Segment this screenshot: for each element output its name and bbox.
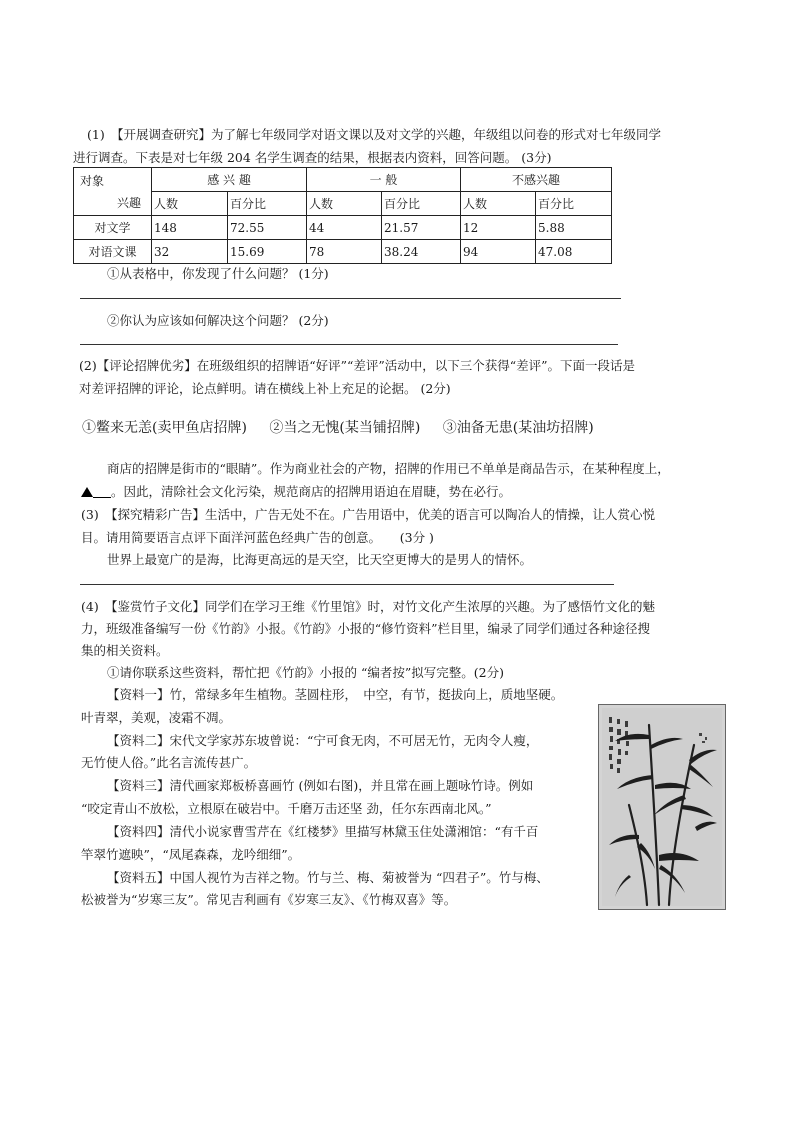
table-row [74,216,612,240]
q3-intro-line2: 目。请用简要语言点评下面洋河蓝色经典广告的创意。 (3分 ) [81,530,434,545]
table-cell: 72.55 [228,216,307,240]
q2-paragraph-line2 [81,483,511,501]
table-cell: 15.69 [228,240,307,264]
option-item: ②当之无愧(某当铺招牌) [269,420,421,436]
resource-3-line1: 【资料三】清代画家郑板桥喜画竹 (例如右图)，并且常在画上题咏竹诗。例如 [107,778,534,793]
q3-ad-text: 世界上最宽广的是海，比海更高远的是天空，比天空更博大的是男人的情怀。 [107,552,533,567]
resource-2-line2: 无竹使人俗。”此名言流传甚广。 [81,755,257,770]
group-header: 不感兴趣 [461,168,612,192]
q4-intro-line2: 力，班级准备编写一份《竹韵》小报。《竹韵》小报的“修竹资料”栏目里，编录了同学们通过各种途径搜 [81,621,651,636]
sub-header: 百分比 [382,192,461,216]
group-header: 一 般 [307,168,461,192]
q2-intro-line1: (2)【评论招牌优劣】在班级组织的招牌语“好评”“差评”活动中，以下三个获得“差评”。下面一段话是 [79,358,636,373]
q4-sub1: ①请你联系这些资料，帮忙把《竹韵》小报的 “编者按”拟写完整。(2分) [107,665,504,680]
option-item: ③油备无患(某油坊招牌) [442,420,594,436]
q1-intro-line2: 进行调查。下表是对七年级 204 名学生调查的结果，根据表内资料，回答问题。 (3分) [73,150,552,165]
table-cell: 78 [307,240,382,264]
resource-1-line1: 【资料一】竹，常绿多年生植物。茎圆柱形， 中空，有节，挺拔向上，质地坚硬。 [107,687,564,702]
resource-3-line2: “咬定青山不放松，立根原在破岩中。千磨万击还坚 劲，任尔东西南北风。” [81,801,492,816]
sub-header: 人数 [152,192,228,216]
group-header: 感 兴 趣 [152,168,307,192]
table-row [74,240,612,264]
table-cell: 32 [152,240,228,264]
answer-line[interactable] [80,344,618,345]
table-cell: 94 [461,240,536,264]
corner-bottom-label: 兴趣 [116,196,141,210]
row-label: 对文学 [74,216,152,240]
triangle-marker-icon [81,487,93,497]
table-cell: 5.88 [536,216,612,240]
resource-5-line2: 松被誉为“岁寒三友”。常见吉利画有《岁寒三友》、《竹梅双喜》等。 [81,892,457,907]
q4-intro-line1: (4) 【鉴赏竹子文化】同学们在学习王维《竹里馆》时，对竹文化产生浓厚的兴趣。为了感悟竹文化的魅 [81,599,655,614]
bamboo-painting-image [598,704,726,910]
resource-1-line2: 叶青翠，美观，凌霜不凋。 [81,710,232,725]
answer-line[interactable] [80,584,614,585]
signboard-options [82,417,612,437]
q2-paragraph-rest: 。因此，清除社会文化污染，规范商店的招牌用语迫在眉睫，势在必行。 [111,484,512,499]
q1-sub2: ②你认为应该如何解决这个问题？ (2分) [107,313,329,328]
sub-header: 人数 [307,192,382,216]
table-corner-cell [74,168,152,216]
table-cell: 21.57 [382,216,461,240]
table-cell: 148 [152,216,228,240]
q2-intro-line2: 对差评招牌的评论，论点鲜明。请在横线上补上充足的论据。 (2分) [79,381,451,396]
answer-line[interactable] [80,298,621,299]
resource-4-line1: 【资料四】清代小说家曹雪芹在《红楼梦》里描写林黛玉住处潇湘馆：“有千百 [107,824,539,839]
fill-blank[interactable] [93,485,111,498]
q1-sub1: ①从表格中，你发现了什么问题？ (1分) [107,266,329,281]
sub-header: 百分比 [228,192,307,216]
sub-header: 人数 [461,192,536,216]
sub-header: 百分比 [536,192,612,216]
row-label: 对语文课 [74,240,152,264]
table-cell: 38.24 [382,240,461,264]
resource-2-line1: 【资料二】宋代文学家苏东坡曾说：“宁可食无肉，不可居无竹，无肉令人瘦， [107,733,539,748]
q4-intro-line3: 集的相关资料。 [81,643,169,658]
q2-paragraph-line1: 商店的招牌是街市的“眼睛”。作为商业社会的产物，招牌的作用已不单单是商品告示，在某种程度上， [107,461,670,476]
table-cell: 44 [307,216,382,240]
table-cell: 12 [461,216,536,240]
survey-table [73,167,612,264]
corner-top-label: 对象 [80,174,105,188]
q3-intro-line1: (3) 【探究精彩广告】生活中，广告无处不在。广告用语中，优美的语言可以陶冶人的情操，让人赏心悦 [81,507,655,522]
option-item: ①鳖来无恙(卖甲鱼店招牌) [82,420,247,436]
resource-4-line2: 竿翠竹遮映”，“凤尾森森，龙吟细细”。 [81,847,301,862]
q1-intro-line1: (1) 【开展调查研究】为了解七年级同学对语文课以及对文学的兴趣，年级组以问卷的形式对七年级同学 [87,127,661,142]
resource-5-line1: 【资料五】中国人视竹为吉祥之物。竹与兰、梅、菊被誉为 “四君子”。竹与梅、 [107,870,549,885]
table-cell: 47.08 [536,240,612,264]
